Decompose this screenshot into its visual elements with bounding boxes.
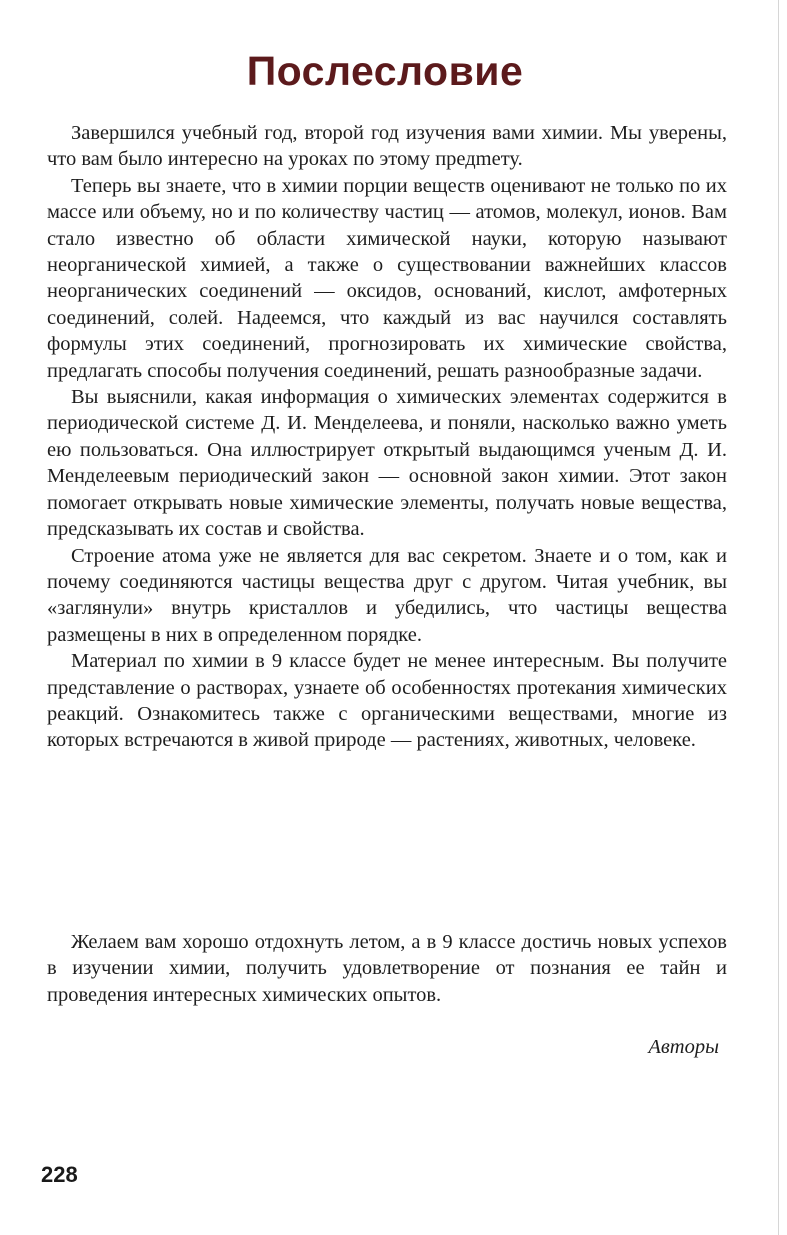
main-text xyxy=(47,120,727,754)
closing-paragraph: Желаем вам хорошо отдохнуть летом, а в 9 классе достичь новых успехов в изучении химии, получить удовлетворение от познания ее тайн и проведения интересных химических опытов. xyxy=(47,931,727,1006)
paragraph: Теперь вы знаете, что в химии порции веществ оценивают не только по их массе или объему, но и по количеству частиц — атомов, молекул, ионов. Вам стало известно об области химической науки, которую называют неорганической химией, а также о существовании важнейших классов неорганических соединений — оксидов, оснований, кислот, амфотерных соединений, солей. Надеемся, что каждый из вас научился составлять формулы этих соединений, прогнозировать их химические свойства, предлагать способы получения соединений, решать разнообразные задачи. xyxy=(47,174,727,382)
page-number: 228 xyxy=(41,1162,78,1187)
closing-text xyxy=(47,929,727,1008)
paragraph: Вы выяснили, какая информация о химических элементах содержится в периодической системе Д. И. Менделеева, и поняли, насколько важно уметь ею пользоваться. Она иллюстрирует открытый выдающимся ученым Д. И. Менделеевым периодический закон — основной закон химии. Этот закон помогает открывать новые химические элементы, получать новые вещества, предсказывать их состав и свойства. xyxy=(47,386,727,541)
paragraph: Материал по химии в 9 классе будет не менее интересным. Вы получите представление о растворах, узнаете об особенностях протекания химических реакций. Ознакомитесь также с органическими веществами, многие из которых встречаются в живой природе — растениях, животных, человеке. xyxy=(47,650,727,752)
signature: Авторы xyxy=(648,1036,719,1058)
paragraph: Завершился учебный год, второй год изучения вами химии. Мы уверены, что вам было интересно на уроках по этому предmету. xyxy=(47,122,727,171)
page-title: Послесловие xyxy=(246,48,524,94)
paragraph: Строение атома уже не является для вас секретом. Знаете и о том, как и почему соединяются частицы вещества друг с другом. Читая учебник, вы «заглянули» внутрь кристаллов и убедились, что частицы вещества размещены в них в определенном порядке. xyxy=(47,544,727,646)
page-edge-line xyxy=(778,0,779,1235)
